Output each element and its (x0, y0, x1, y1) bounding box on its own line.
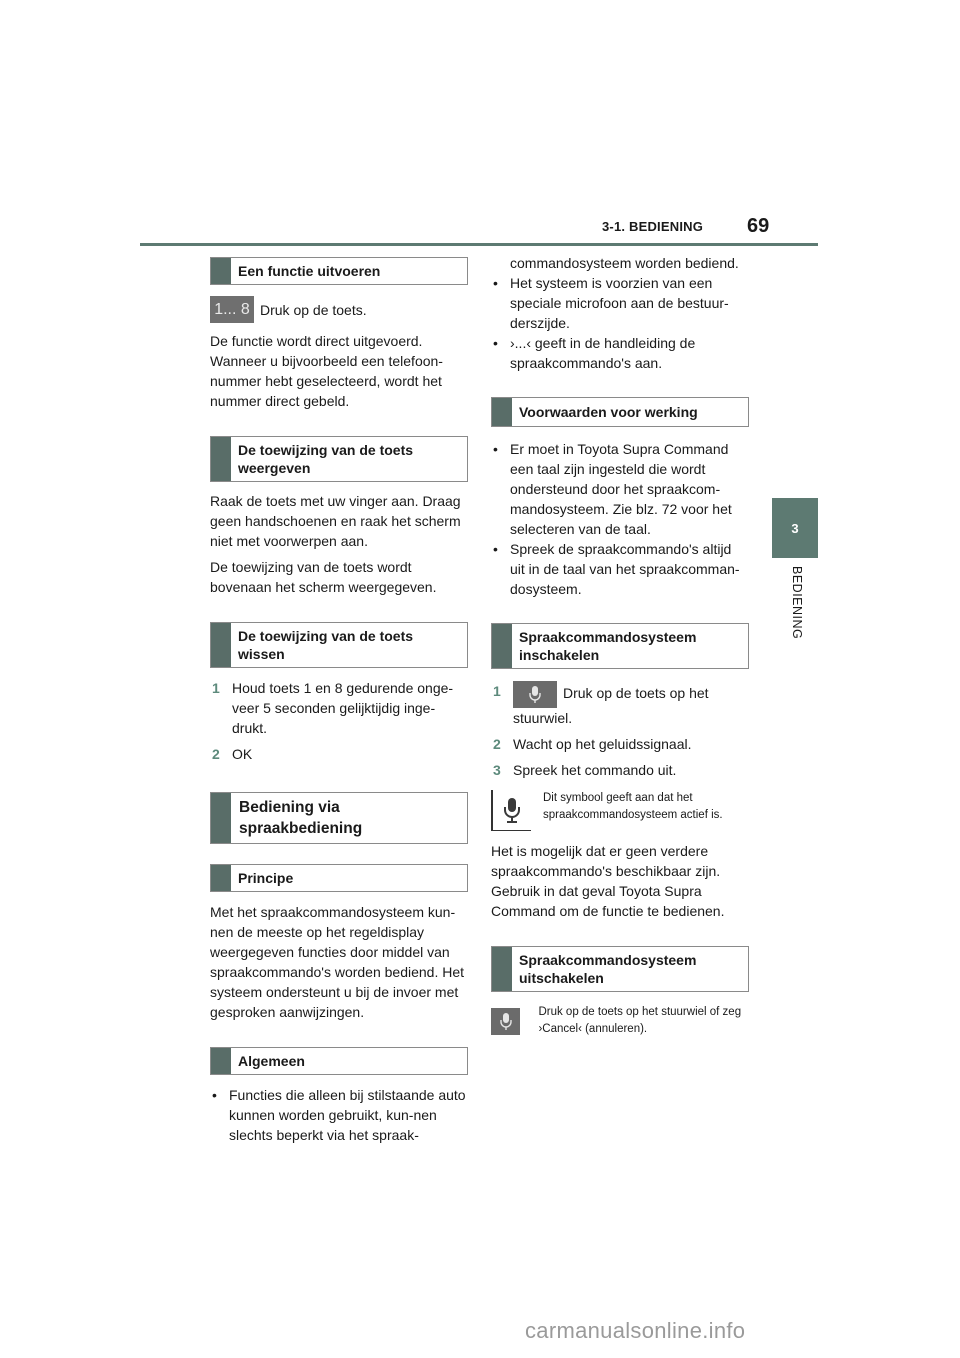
section-heading-een-functie: Een functie uitvoeren (210, 257, 468, 285)
bullet-list (491, 439, 749, 599)
chapter-tab (772, 498, 818, 558)
left-column (210, 257, 468, 1145)
section-heading-principe: Principe (210, 864, 468, 892)
section-heading-voorwaarden: Voorwaarden voor werking (491, 397, 749, 427)
list-item: • Er moet in Toyota Supra Command een taal zijn ingesteld die wordt ondersteund door het spraakcom-mandosysteem. Zie blz. 72 voor het selecteren van de taal. (493, 441, 732, 537)
right-column (491, 253, 749, 1038)
section-heading-wissen: De toewijzing van de toets wissen (210, 622, 468, 668)
paragraph: De functie wordt direct uitgevoerd. Wanneer u bijvoorbeeld een telefoon-nummer hebt geselecteerd, wordt het nummer direct gebeld. (210, 333, 443, 409)
paragraph: Raak de toets met uw vinger aan. Draag geen handschoenen en raak het scherm niet met voorwerpen aan. (210, 493, 461, 549)
chapter-label: 3-1. BEDIENING (602, 219, 704, 234)
microphone-active-icon (491, 790, 531, 831)
step-item: 2 OK (212, 746, 253, 762)
list-item: • Functies die alleen bij stilstaande auto kunnen worden gebruikt, kun-nen slechts beperkt via het spraak- (212, 1087, 466, 1143)
step-item: 1 Druk op de toets op het stuurwiel. (493, 683, 709, 726)
page-number: 69 (747, 215, 770, 237)
bullet-list (210, 1085, 468, 1145)
list-item: • ›...‹ geeft in de handleiding de spraakcommando's aan. (493, 335, 696, 371)
microphone-icon (513, 681, 557, 708)
section-heading-weergeven: De toewijzing van de toets weergeven (210, 436, 468, 482)
watermark: carmanualsonline.info (525, 1318, 746, 1343)
list-item: • Spreek de spraakcommando's altijd uit in de taal van het spraakcomman-dosysteem. (493, 541, 740, 597)
section-heading-inschakelen: Spraakcommandosysteem inschakelen (491, 623, 749, 669)
paragraph-continuation: commandosysteem worden bediend. (510, 255, 739, 271)
preset-key-icon: 1... 8 (210, 296, 254, 323)
chapter-tab-number: 3 (791, 520, 799, 536)
steps-list (491, 681, 749, 780)
note-active-symbol: Dit symbool geeft aan dat het spraakcommandosysteem actief is. (491, 790, 749, 831)
section-heading-uitschakelen: Spraakcommandosysteem uitschakelen (491, 946, 749, 992)
step-item: 3 Spreek het commando uit. (493, 762, 677, 778)
step-item: 2 Wacht op het geluidssignaal. (493, 736, 692, 752)
main-heading: Bediening via spraakbediening (210, 792, 468, 844)
key-instruction: 1... 8 Druk op de toets. (210, 296, 468, 323)
steps-list (210, 678, 468, 764)
step-item: 1 Houd toets 1 en 8 gedurende onge-veer 5 seconden gelijktijdig inge-drukt. (212, 680, 454, 736)
header-rule (140, 243, 818, 246)
section-heading-algemeen: Algemeen (210, 1047, 468, 1075)
note-cancel: Druk op de toets op het stuurwiel of zeg ›Cancel‹ (annuleren). (491, 1004, 749, 1038)
paragraph: Met het spraakcommandosysteem kun-nen de meeste op het regeldisplay weergegeven functies door middel van spraakcommando's worden bediend. Het systeem ondersteunt u bij de invoer met gesproken aanwijzingen. (210, 904, 465, 1020)
list-item: • Het systeem is voorzien van een speciale microfoon aan de bestuur-derszijde. (493, 275, 729, 331)
bullet-list (491, 273, 749, 373)
microphone-icon (491, 1008, 520, 1035)
paragraph: Het is mogelijk dat er geen verdere spraakcommando's beschikbaar zijn. Gebruik in dat geval Toyota Supra Command om de functie te bedienen. (491, 843, 725, 919)
paragraph: De toewijzing van de toets wordt bovenaan het scherm weergegeven. (210, 559, 437, 595)
chapter-side-label: BEDIENING (790, 566, 804, 640)
